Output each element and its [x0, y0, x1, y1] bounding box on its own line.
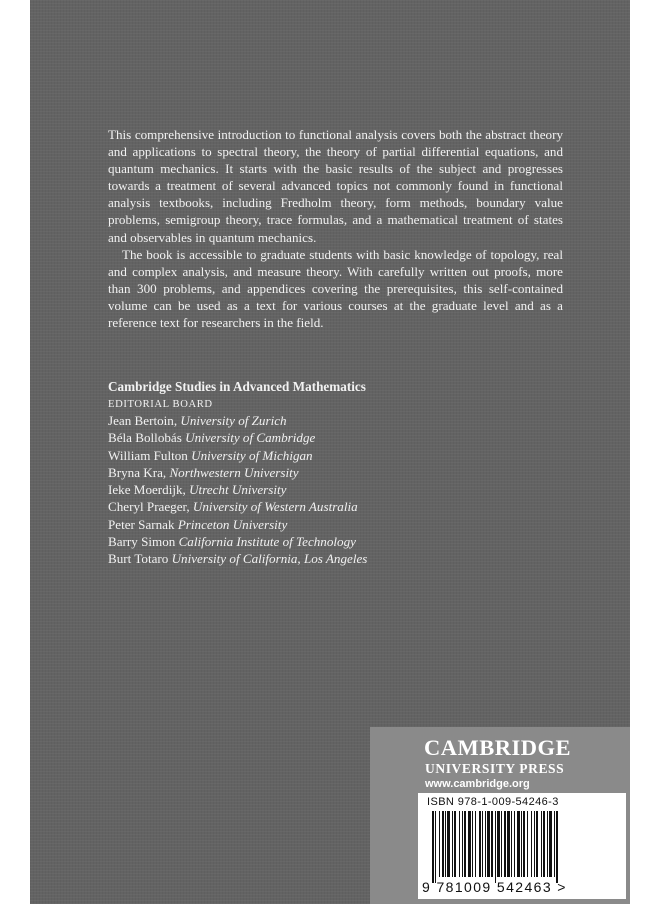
editor-affiliation: Northwestern University [169, 464, 299, 480]
barcode-bar [556, 811, 558, 883]
editor-name: Béla Bollobás [108, 430, 186, 446]
barcode-bar [541, 811, 542, 877]
editor-entry [108, 516, 508, 533]
series-title: Cambridge Studies in Advanced Mathematics [108, 379, 366, 394]
barcode-bar [497, 811, 500, 877]
barcode-bar [447, 811, 450, 877]
barcode-bar [521, 811, 522, 877]
editor-entry [108, 498, 508, 515]
barcode-label [418, 793, 626, 899]
isbn-text: ISBN 978-1-009-54246-3 [427, 796, 559, 808]
publisher-panel [370, 727, 630, 904]
editor-name: Burt Totaro [108, 551, 172, 567]
barcode-bar [442, 811, 444, 877]
back-cover [30, 0, 630, 904]
barcode-bar [504, 811, 506, 877]
editor-affiliation: California Institute of Technology [178, 534, 356, 550]
barcode-bar [482, 811, 483, 877]
editor-entry [108, 464, 508, 481]
editor-entry [108, 447, 508, 464]
barcode-bar [531, 811, 532, 877]
barcode-bar [523, 811, 525, 877]
publisher-press: UNIVERSITY PRESS [425, 761, 565, 776]
book-description [108, 126, 563, 331]
barcode-bar [511, 811, 512, 877]
description-paragraph-1: This comprehensive introduction to functional analysis covers both the abstract theory and applications to spectral theory, the theory of partial differential equations, and quantum mechanics. It starts with the basic results of the subject and progresses towards a treatment of several advanced topics not commonly found in functional analysis textbooks, including Fredholm theory, form methods, boundary value problems, semigroup theory, trace formulas, and a mathematical treatment of states and observables in quantum mechanics. [108, 127, 563, 245]
barcode-bar [485, 811, 486, 877]
editor-affiliation: University of Michigan [191, 447, 313, 463]
barcode-bar [464, 811, 466, 877]
editor-name: Barry Simon [108, 534, 179, 550]
publisher-website: www.cambridge.org [425, 778, 530, 790]
barcode-digits: 9 781009 542463 > [422, 879, 567, 895]
barcode-bar [452, 811, 453, 877]
editor-entry [108, 550, 508, 567]
barcode-bar [549, 811, 552, 877]
barcode-bar [472, 811, 473, 877]
editor-affiliation: Princeton University [177, 516, 288, 532]
barcode-bar [501, 811, 502, 877]
barcode-bar [491, 811, 493, 877]
barcode-bar [445, 811, 446, 877]
editor-entry [108, 533, 508, 550]
barcode-bar [468, 811, 471, 877]
barcode-bar [459, 811, 460, 877]
barcode-bar [517, 811, 520, 877]
barcode-bar [536, 811, 538, 877]
barcode-bar [507, 811, 510, 877]
barcode-bar [554, 811, 555, 877]
editor-name: Cheryl Praeger, [108, 499, 193, 515]
editor-name: Ieke Moerdijk, [108, 482, 190, 498]
barcode-bar [462, 811, 463, 877]
barcode-bar [495, 811, 496, 883]
editor-name: Bryna Kra, [108, 464, 170, 480]
editor-entry [108, 412, 508, 429]
description-paragraph-2: The book is accessible to graduate students with basic knowledge of topology, real and complex analysis, and measure theory. With carefully written out proofs, more than 300 problems, and appendices covering the prerequisites, this self-contained volume can be used as a text for various courses at the graduate level and as a reference text for researchers in the field. [108, 246, 563, 331]
editor-affiliation: University of Zurich [180, 413, 287, 428]
barcode-bar [534, 811, 535, 877]
barcode-bar [547, 811, 548, 877]
editor-affiliation: Utrecht University [189, 482, 287, 498]
barcode-bar [439, 811, 440, 877]
barcode-bar [475, 811, 476, 877]
editor-affiliation: University of California, Los Angeles [171, 551, 368, 567]
barcode-bar [527, 811, 528, 877]
editor-entry [108, 481, 508, 498]
barcode-bar [487, 811, 490, 877]
barcode-bar [435, 811, 436, 883]
barcode-bar [432, 811, 434, 883]
series-section [108, 378, 508, 568]
barcode-bar [543, 811, 545, 877]
editor-name: Peter Sarnak [108, 516, 178, 532]
editor-name: Jean Bertoin, [108, 413, 181, 428]
barcode-bar [514, 811, 515, 877]
editor-affiliation: University of Cambridge [185, 430, 316, 446]
editorial-board-label: EDITORIAL BOARD [108, 399, 213, 410]
barcode-bar [479, 811, 481, 877]
editor-affiliation: University of Western Australia [192, 499, 358, 515]
publisher-logo: CAMBRIDGE [424, 735, 572, 760]
editor-entry [108, 429, 508, 446]
barcode-bar [454, 811, 456, 877]
editor-name: William Fulton [108, 447, 192, 463]
